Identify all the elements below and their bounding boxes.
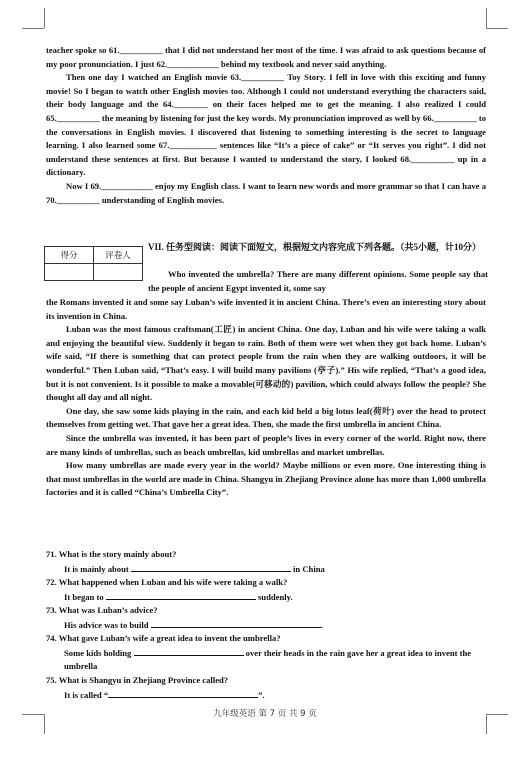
answer-blank[interactable] bbox=[108, 688, 258, 698]
answer-suffix: suddenly. bbox=[257, 591, 293, 602]
crop-mark-tr-h bbox=[486, 28, 508, 29]
score-table bbox=[44, 246, 143, 281]
question-text: 73. What was Luban’s advice? bbox=[46, 605, 158, 615]
question-text: 75. What is Shangyu in Zhejiang Province called? bbox=[46, 675, 229, 685]
answer-prefix: It began to bbox=[64, 591, 104, 602]
answer-suffix: ”. bbox=[258, 689, 265, 700]
section-title: VII. 任务型阅读：阅读下面短文，根据短文内容完成下列各题。（共5小题，计10分） bbox=[148, 242, 482, 252]
answer-prefix: It is mainly about bbox=[64, 563, 129, 574]
answer-suffix: over their heads in the rain gave her a great idea to invent the umbrella bbox=[64, 647, 472, 671]
question-73 bbox=[46, 604, 486, 632]
passage-paragraph-0: Who invented the umbrella? There are many different opinions. Some people say that the people of ancient Egypt invented it, some say bbox=[148, 269, 488, 293]
cloze-passage bbox=[46, 44, 486, 207]
answer-prefix: It is called “ bbox=[64, 689, 109, 700]
grader-label: 评卷人 bbox=[94, 247, 143, 264]
passage-paragraph-3: One day, she saw some kids playing in the rain, and each kid held a big lotus leaf(荷叶) over the head to protect themselves from getting wet. That gave her a great idea. Then, she made the first umbrella in ancient China. bbox=[46, 405, 486, 430]
question-text: 72. What happened when Luban and his wife were taking a walk? bbox=[46, 577, 288, 587]
question-71 bbox=[46, 548, 486, 576]
answer-blank[interactable] bbox=[151, 618, 321, 628]
passage-intro bbox=[148, 268, 488, 295]
reading-passage bbox=[46, 296, 486, 500]
page-footer: 九年级英语 第 7 页 共 9 页 bbox=[213, 709, 317, 719]
answer-blank[interactable] bbox=[131, 562, 291, 572]
passage-paragraph-5: How many umbrellas are made every year in the world? Maybe millions or even more. One interesting thing is that most umbrellas in the world are made in China. Shangyu in Zhejiang Province alone has more than 1,000 umbrella factories and it is called “China’s Umbrella City”. bbox=[46, 460, 486, 498]
answer-prefix: His advice was to build bbox=[64, 619, 149, 630]
crop-mark-tl-h bbox=[22, 28, 44, 29]
question-text: 71. What is the story mainly about? bbox=[46, 549, 177, 559]
cloze-paragraph-3: Now I 69.____________ enjoy my English class. I want to learn new words and more grammar so that I can have a 70.__________ understanding of English movies. bbox=[46, 180, 486, 205]
question-74 bbox=[46, 632, 486, 674]
crop-mark-tr-v bbox=[486, 8, 487, 28]
answer-blank[interactable] bbox=[106, 590, 256, 600]
answer-blank[interactable] bbox=[134, 646, 244, 656]
passage-paragraph-2: Luban was the most famous craftsman(工匠) in ancient China. One day, Luban and his wife were taking a walk and enjoying the beautiful view. Suddenly it began to rain. Both of them were wet when they got back home. Luban’s wife said, “If there is something that can protect people from the rain when they are walking outdoors, it will be wonderful.” Then Luban said, “That’s easy. I will build many pavilions (亭子).” His wife replied, “That’s a good idea, but it is not convenient. Is it possible to make a movable(可移动的) pavilion, which could always follow the people? She thought all day and all night. bbox=[46, 324, 486, 403]
grader-cell[interactable] bbox=[94, 264, 143, 281]
score-label: 得分 bbox=[45, 247, 94, 264]
cloze-paragraph-2: Then one day I watched an English movie 63.__________ Toy Story. I fell in love with this exciting and funny movie! So I began to watch other English movies too. Although I could not understand everything the characters said, their body language and the 64.________ on their faces helped me to get the meaning. I also realized I could 65.__________ the meaning by listening for just the key words. My pronunciation improved as well by 66.__________ to the conversations in English movies. I discovered that listening to something interesting is the secret to language learning. I also learned some 67.___________ sentences like “It’s a piece of cake” or “It serves you right”. I did not understand these sentences at first. But because I wanted to understand the story, I looked 68.__________ up in a dictionary. bbox=[46, 72, 486, 178]
question-75 bbox=[46, 674, 486, 702]
question-72 bbox=[46, 576, 486, 604]
answer-suffix: in China bbox=[293, 563, 325, 574]
question-text: 74. What gave Luban’s wife a great idea to invent the umbrella? bbox=[46, 633, 281, 643]
passage-paragraph-4: Since the umbrella was invented, it has been part of people’s lives in every corner of the world. Right now, there are many kinds of umbrellas, such as beach umbrellas, kid umbrellas and market umbrellas. bbox=[46, 432, 486, 457]
cloze-paragraph-1: teacher spoke so 61.__________ that I did not understand her most of the time. I was afraid to ask questions because of my poor pronunciation. I just 62.____________ behind my textbook and never said anything. bbox=[46, 45, 486, 69]
answer-suffix: . bbox=[320, 619, 323, 630]
passage-paragraph-1: the Romans invented it and some say Luban’s wife invented it in ancient China. There’s even an interesting story about its invention in China. bbox=[46, 297, 486, 321]
crop-mark-tl-v bbox=[44, 8, 45, 28]
answer-prefix: Some kids holding bbox=[64, 647, 132, 658]
score-cell[interactable] bbox=[45, 264, 94, 281]
